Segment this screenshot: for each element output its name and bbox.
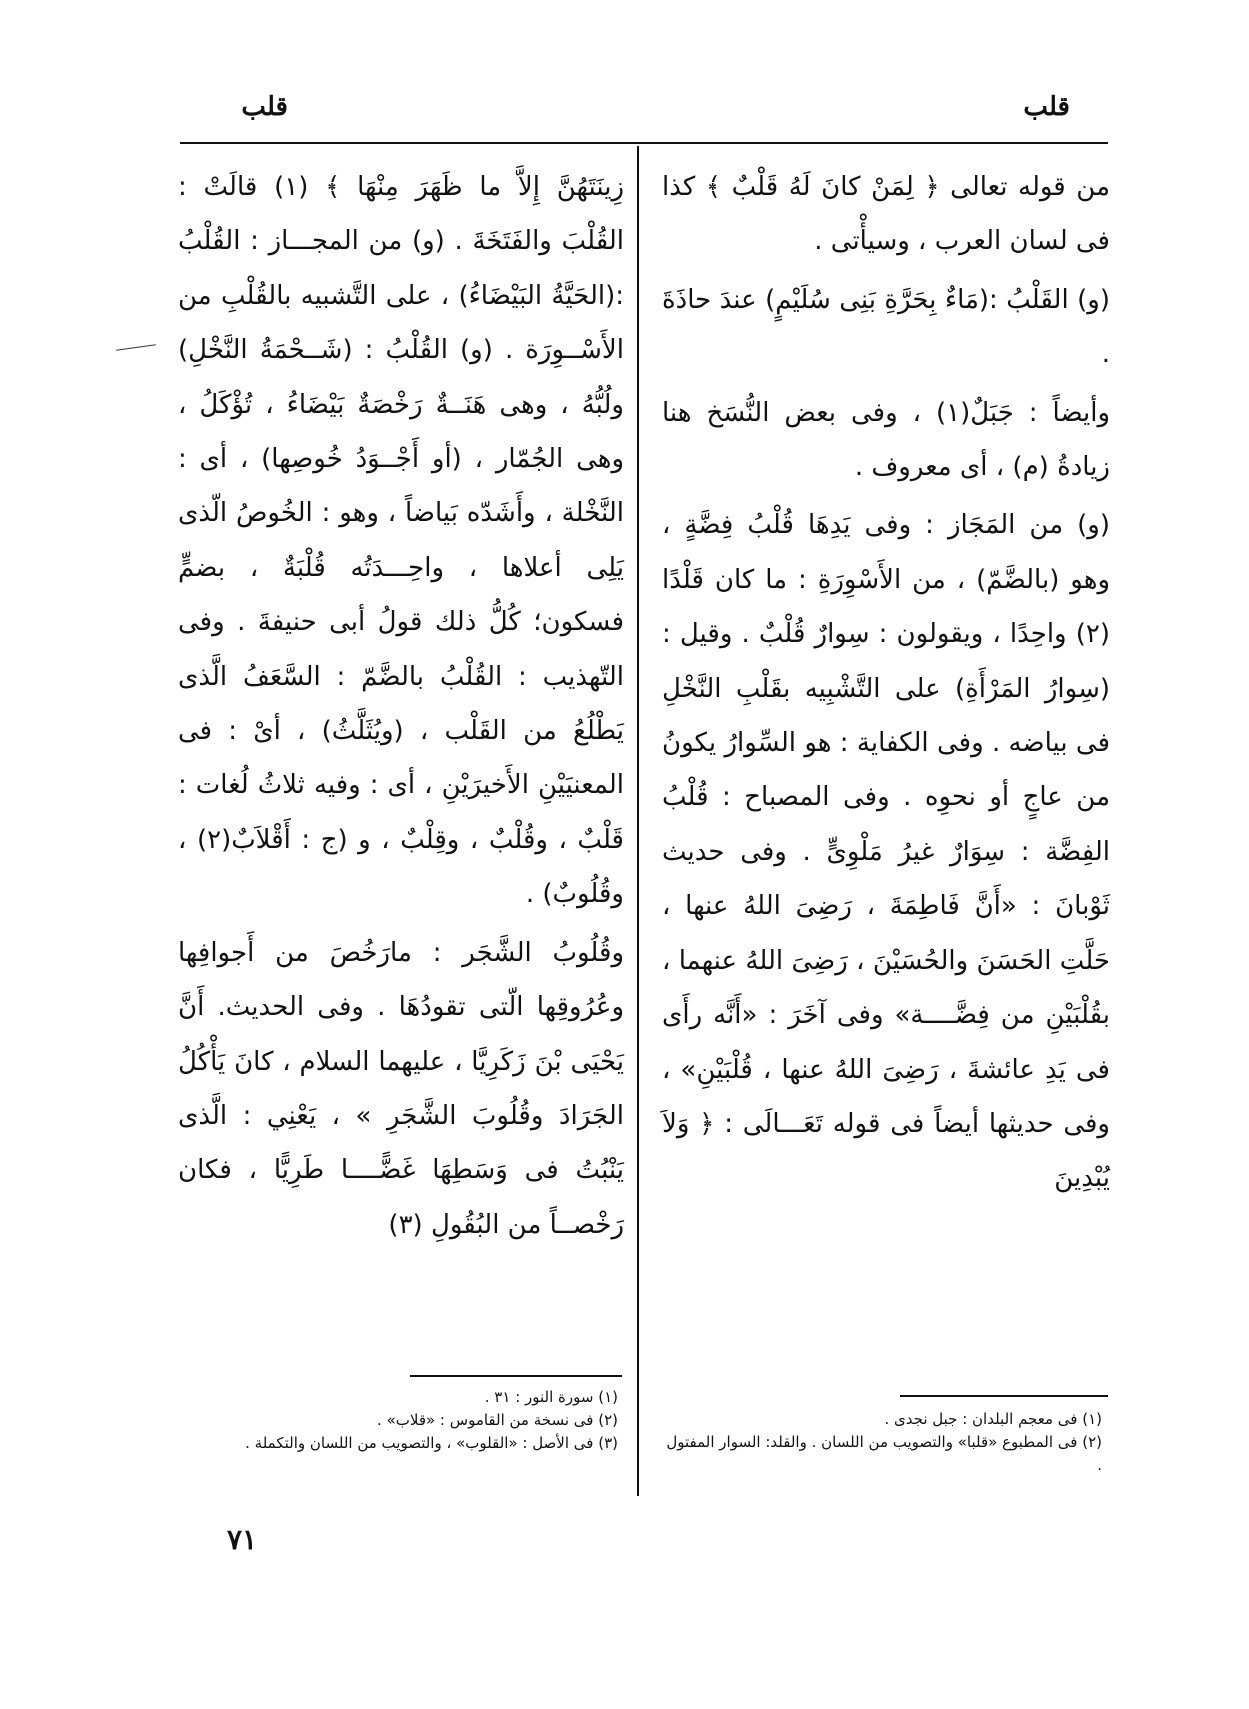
footnote-rule-left — [410, 1375, 622, 1377]
entry-paragraph: (و) القَلْبُ :(مَاءٌ بِحَرَّةِ بَنِى سُلَيْمٍ) عندَ حاذَةَ . — [662, 284, 1110, 370]
footnote-rule-right — [900, 1395, 1108, 1397]
entry-paragraph: وأيضاً : جَبَلٌ(١) ، وفى بعض النُّسَخ هنا زيادةُ (م) ، أى معروف . — [662, 397, 1111, 483]
right-footnotes — [662, 1408, 1102, 1477]
left-footnotes — [178, 1386, 618, 1455]
footnote: (١) سورة النور : ٣١ . — [484, 1388, 618, 1406]
entry-paragraph: من قوله تعالى ﴿ لِمَنْ كانَ لَهُ قَلْبٌ ﴾ كذا فى لسان العرب ، وسيأْتى . — [662, 172, 1110, 257]
running-header-right: قلب — [1023, 92, 1070, 122]
column-divider — [637, 146, 639, 1496]
margin-pencil-mark — [116, 344, 156, 351]
footnote: (٣) فى الأصل : «القلوب» ، والتصويب من اللسان والتكملة . — [245, 1434, 618, 1452]
footnote: (١) فى معجم البلدان : جبل نجدى . — [884, 1410, 1102, 1428]
left-text-column — [178, 160, 624, 1252]
footnote: (٢) فى نسخة من القاموس : «قلاب» . — [377, 1411, 618, 1429]
header-rule — [180, 142, 1108, 144]
footnote: (٢) فى المطبوع «قلبا» والتصويب من اللسان . والقلد: السوار المفتول . — [666, 1433, 1102, 1474]
entry-paragraph: وقُلُوبُ الشَّجَر : مارَخُصَ من أَجوافِها وعُرُوقِها الّتى تقودُهَا . وفى الحديث. أَنَّ يَحْيَى بْنَ زَكَرِيَّا ، عليهما السلام ، كانَ يَأْكُلُ الجَرَادَ وقُلُوبَ الشَّجَرِ » ، يَعْنِي : الَّذى يَنْبُتُ فى وَسَطِهَا غَضًّــــا طَرِيًّا ، فكان رَخْصــاً من البُقُولِ (٣) — [178, 937, 624, 1240]
right-text-column — [662, 160, 1110, 1206]
entry-paragraph: زِينَتَهُنَّ إِلاَّ ما ظَهَرَ مِنْهَا ﴾ (١) قالَتْ : القُلْبَ والفَتَخَةَ . (و) من المجـــاز : القُلْبُ :(الحَيَّةُ البَيْضَاءُ) ، على التَّشبيه بالقُلْبِ من الأَسْــوِرَة . (و) القُلْبُ : (شَــحْمَةُ النَّخْلِ) ولُبُّهُ ، وهى هَنَــةٌ رَخْصَةٌ بَيْضَاءُ ، تُؤْكَلُ ، وهى الجُمّار ، (أو أَجْــوَدُ خُوصِها) ، أى : النَّخْلة ، وأَشَدّه بَياضاً ، وهو : الخُوصُ الّذى يَلِى أعلاها ، واحِـــدَتُه قُلْبَةٌ ، بضمٍّ فسكون؛ كُلُّ ذلك قولُ أبى حنيفةَ . وفى التّهذيب : القُلْبُ بالضَّمّ : السَّعَفُ الَّذى يَطْلُعُ من القَلْب ، (ويُثَلَّثُ) ، أىْ : فى المعنيَيْنِ الأَخيرَيْنِ ، أى : وفيه ثلاثُ لُغات : قَلْبٌ ، وقُلْبٌ ، وقِلْبٌ ، و (ج : أَقْلاَبٌ(٢) ، وقُلُوبٌ) . — [178, 172, 624, 910]
entry-paragraph: (و) من المَجَاز : وفى يَدِهَا قُلْبُ فِضَّةٍ ، وهو (بالضَّمّ) ، من الأَسْوِرَةِ : ما كان قَلْدًا (٢) واحِدًا ، ويقولون : سِوارٌ قُلْبٌ . وقيل : (سِوارُ المَرْأَةِ) على التَّشْبِيه بقَلْبِ النَّخْلِ فى بياضه . وفى الكفاية : هو السِّوارُ يكونُ من عاجٍ أو نحوِه . وفى المصباح : قُلْبُ الفِضَّة : سِوَارٌ غيرُ مَلْوِىٍّ . وفى حديث ثَوْبانَ : «أَنَّ فَاطِمَةَ ، رَضِىَ اللهُ عنها ، حَلَّتِ الحَسَنَ والحُسَيْنَ ، رَضِىَ اللهُ عنهما ، بقُلْبَيْنِ من فِضَّــــة» وفى آخَرَ : «أَنَّه رأَى فى يَدِ عائشةَ ، رَضِىَ اللهُ عنها ، قُلْبَيْنِ» ، وفى حديثها أيضاً فى قوله تَعَـــالَى : ﴿ وَلاَ يُبْدِينَ — [662, 510, 1110, 1194]
page-number: ٧١ — [226, 1523, 258, 1556]
running-header-left: قلب — [241, 92, 288, 122]
